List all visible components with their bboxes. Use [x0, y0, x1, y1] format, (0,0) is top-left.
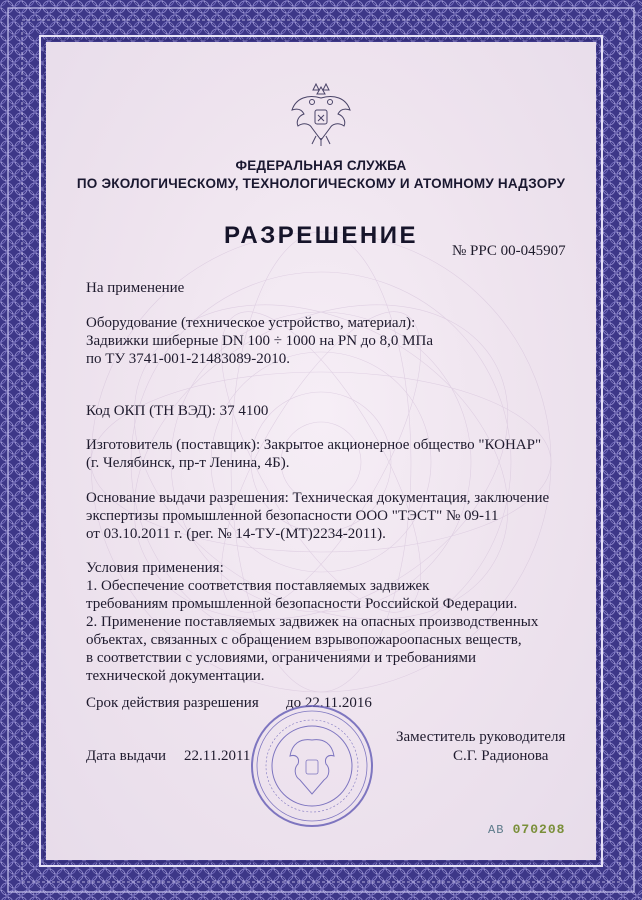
form-serial	[488, 822, 565, 837]
official-seal	[248, 702, 376, 830]
conditions-line: 1. Обеспечение соответствия поставляемых задвижек	[86, 578, 430, 594]
manufacturer-line: Изготовитель (поставщик): Закрытое акционерное общество "КОНАР"	[86, 437, 542, 453]
validity-label: Срок действия разрешения	[86, 695, 259, 711]
equipment-line: по ТУ 3741-001-21483089-2010.	[86, 351, 291, 367]
permit-number: № РРС 00-045907	[452, 243, 566, 259]
validity-value: до 22.11.2016	[286, 695, 372, 711]
application-label: На применение	[86, 280, 185, 296]
conditions-line: в соответствии с условиями, ограничениями и требованиями	[86, 650, 477, 666]
basis-line: экспертизы промышленной безопасности ООО "ТЭСТ" № 09-11	[86, 508, 499, 524]
signatory-name: С.Г. Радионова	[453, 748, 549, 764]
basis-line: от 03.10.2011 г. (рег. № 14-ТУ-(МТ)2234-2011).	[86, 526, 386, 542]
basis-line: Основание выдачи разрешения: Техническая документация, заключение	[86, 490, 550, 506]
conditions-line: технической документации.	[86, 668, 265, 684]
form-serial-number: 070208	[512, 822, 566, 837]
agency-name-line2: ПО ЭКОЛОГИЧЕСКОМУ, ТЕХНОЛОГИЧЕСКОМУ И АТОМНОМУ НАДЗОРУ	[76, 176, 566, 191]
conditions-line: требованиям промышленной безопасности Российской Федерации.	[86, 596, 518, 612]
manufacturer-line: (г. Челябинск, пр-т Ленина, 4Б).	[86, 455, 290, 471]
coat-of-arms-icon	[286, 80, 356, 150]
form-series: АВ	[488, 823, 505, 837]
equipment-line: Оборудование (техническое устройство, материал):	[86, 315, 416, 331]
conditions-line: 2. Применение поставляемых задвижек на опасных производственных	[86, 614, 539, 630]
equipment-line: Задвижки шиберные DN 100 ÷ 1000 на PN до 8,0 МПа	[86, 333, 433, 349]
conditions-line: объектах, связанных с обращением взрывопожароопасных веществ,	[86, 632, 522, 648]
issue-date-label: Дата выдачи	[86, 748, 167, 764]
document-title: РАЗРЕШЕНИЕ	[224, 222, 418, 249]
agency-name-line1: ФЕДЕРАЛЬНАЯ СЛУЖБА	[235, 158, 407, 173]
conditions-line: Условия применения:	[86, 560, 224, 576]
signatory-position: Заместитель руководителя	[396, 729, 566, 745]
okp-code: Код ОКП (ТН ВЭД): 37 4100	[86, 403, 269, 419]
issue-date-value: 22.11.2011	[184, 748, 251, 764]
